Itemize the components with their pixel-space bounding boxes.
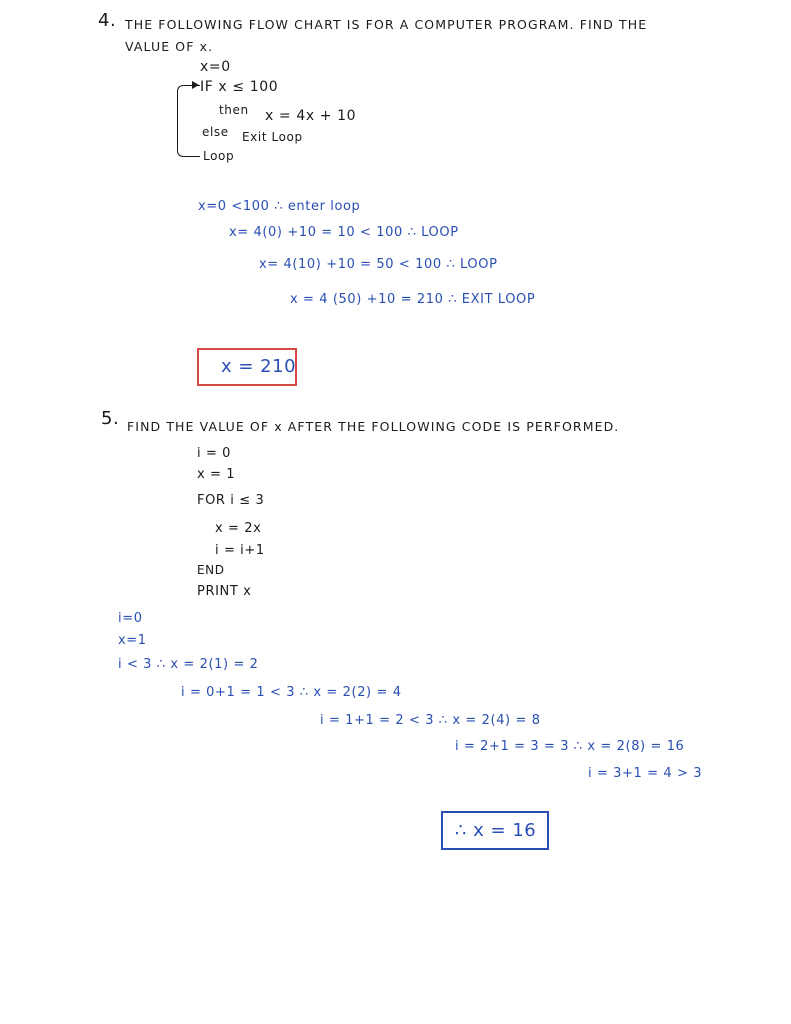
problem-5-number: 5. <box>101 408 120 429</box>
work-line: x=1 <box>118 633 147 648</box>
problem-5-prompt: FIND THE VALUE OF x AFTER THE FOLLOWING CODE IS PERFORMED. <box>127 419 620 434</box>
answer-text: x = 210 <box>221 356 297 377</box>
code-else-expr: Exit Loop <box>242 130 303 144</box>
code-then-label: then <box>219 103 249 117</box>
code-if: IF x ≤ 100 <box>200 79 279 95</box>
code-line: PRINT x <box>197 584 252 599</box>
work-line: i < 3 ∴ x = 2(1) = 2 <box>118 657 259 672</box>
problem-4-prompt-line-1: THE FOLLOWING FLOW CHART IS FOR A COMPUTER PROGRAM. FIND THE <box>125 17 648 32</box>
code-line: i = i+1 <box>215 543 265 558</box>
answer-box <box>441 811 549 850</box>
problem-4-prompt-line-2: VALUE OF x. <box>125 39 214 54</box>
loop-bracket <box>177 85 200 157</box>
code-line: END <box>197 563 225 577</box>
loop-arrow-icon <box>192 81 199 89</box>
work-line: i = 1+1 = 2 < 3 ∴ x = 2(4) = 8 <box>320 713 541 728</box>
code-line: x = 2x <box>215 521 262 536</box>
work-line: i = 0+1 = 1 < 3 ∴ x = 2(2) = 4 <box>181 685 402 700</box>
answer-box <box>197 348 297 386</box>
work-line: x=0 <100 ∴ enter loop <box>198 199 361 214</box>
code-line: i = 0 <box>197 446 232 461</box>
code-loop: Loop <box>203 149 235 163</box>
answer-text: ∴ x = 16 <box>455 820 537 841</box>
work-line: x= 4(10) +10 = 50 < 100 ∴ LOOP <box>259 257 498 272</box>
code-line: FOR i ≤ 3 <box>197 493 265 508</box>
problem-4-number: 4. <box>98 10 117 31</box>
work-line: i=0 <box>118 611 143 626</box>
code-line: x = 1 <box>197 467 236 482</box>
code-then-expr: x = 4x + 10 <box>265 108 357 124</box>
work-line: x = 4 (50) +10 = 210 ∴ EXIT LOOP <box>290 292 536 307</box>
code-else-label: else <box>202 125 229 139</box>
code-init: x=0 <box>200 59 231 75</box>
work-line: i = 3+1 = 4 > 3 <box>588 766 703 781</box>
work-line: x= 4(0) +10 = 10 < 100 ∴ LOOP <box>229 225 459 240</box>
work-line: i = 2+1 = 3 = 3 ∴ x = 2(8) = 16 <box>455 739 685 754</box>
